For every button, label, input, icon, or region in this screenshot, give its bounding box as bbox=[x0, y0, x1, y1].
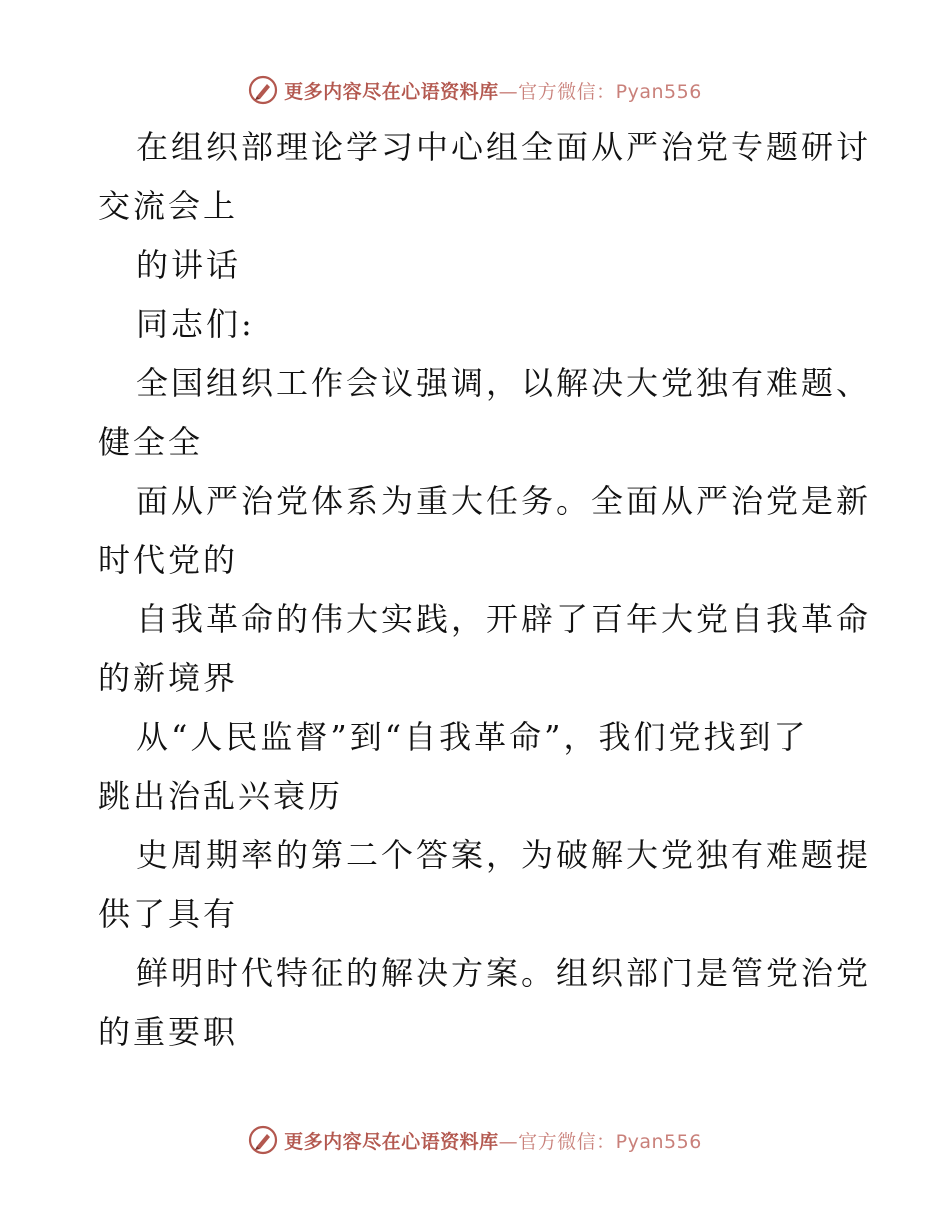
text-line: 的讲话 bbox=[136, 246, 242, 284]
pen-logo-icon bbox=[248, 75, 278, 105]
watermark-header bbox=[0, 70, 950, 110]
text-line: 时代党的 bbox=[98, 541, 239, 579]
watermark-footer bbox=[0, 1120, 950, 1160]
text-line: 鲜明时代特征的解决方案。组织部门是管党治党 bbox=[136, 954, 872, 992]
text-line: 同志们: bbox=[136, 305, 255, 343]
text-line: 跳出治乱兴衰历 bbox=[98, 777, 344, 815]
text-line: 的重要职 bbox=[98, 1013, 239, 1051]
text-line: 全国组织工作会议强调，以解决大党独有难题、 bbox=[136, 364, 872, 402]
text-line: 面从严治党体系为重大任务。全面从严治党是新 bbox=[136, 482, 872, 520]
text-line: 供了具有 bbox=[98, 895, 239, 933]
watermark-text: 更多内容尽在心语资料库—官方微信：Pyan556 bbox=[284, 80, 702, 103]
text-line: 史周期率的第二个答案，为破解大党独有难题提 bbox=[136, 836, 872, 874]
text-line: 从“人民监督”到“自我革命”，我们党找到了 bbox=[136, 718, 809, 756]
document-body bbox=[98, 118, 872, 1062]
text-line: 的新境界 bbox=[98, 659, 239, 697]
watermark-text: 更多内容尽在心语资料库—官方微信：Pyan556 bbox=[284, 1130, 702, 1153]
text-line: 在组织部理论学习中心组全面从严治党专题研讨 bbox=[136, 128, 872, 166]
text-line: 健全全 bbox=[98, 423, 204, 461]
pen-logo-icon bbox=[248, 1125, 278, 1155]
text-line: 交流会上 bbox=[98, 187, 239, 225]
text-line: 自我革命的伟大实践，开辟了百年大党自我革命 bbox=[136, 600, 872, 638]
